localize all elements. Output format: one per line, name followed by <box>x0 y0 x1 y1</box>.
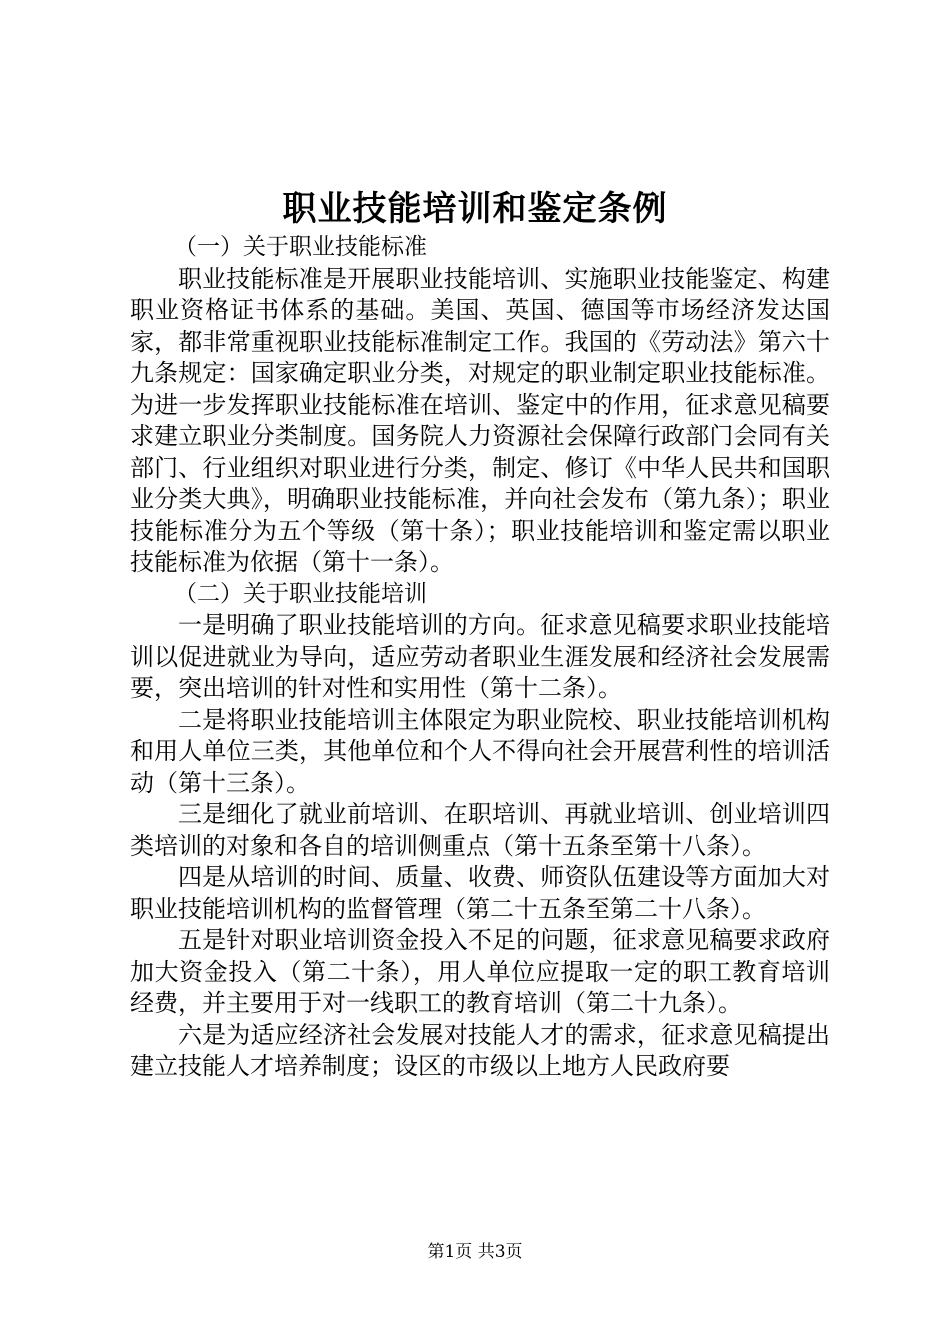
section-heading: （二）关于职业技能培训 <box>174 580 427 607</box>
document-title: 职业技能培训和鉴定条例 <box>282 189 668 229</box>
paragraph: 六是为适应经济社会发展对技能人才的需求，征求意见稿提出建立技能人才培养制度；设区的市级以上地方人民政府要 <box>130 1020 830 1080</box>
paragraph: 职业技能标准是开展职业技能培训、实施职业技能鉴定、构建职业资格证书体系的基础。美国、英国、德国等市场经济发达国家，都非常重视职业技能标准制定工作。我国的《劳动法》第六十九条规定：国家确定职业分类，对规定的职业制定职业技能标准。为进一步发挥职业技能标准在培训、鉴定中的作用，征求意见稿要求建立职业分类制度。国务院人力资源社会保障行政部门会同有关部门、行业组织对职业进行分类，制定、修订《中华人民共和国职业分类大典》，明确职业技能标准，并向社会发布（第九条）；职业技能标准分为五个等级（第十条）；职业技能培训和鉴定需以职业技能标准为依据（第十一条）。 <box>130 264 830 576</box>
page-number-footer: 第1页 共3页 <box>427 1242 523 1262</box>
section-heading: （一）关于职业技能标准 <box>174 234 427 260</box>
paragraph: 二是将职业技能培训主体限定为职业院校、职业技能培训机构和用人单位三类，其他单位和个人不得向社会开展营利性的培训活动（第十三条）。 <box>130 705 830 797</box>
paragraph: 四是从培训的时间、质量、收费、师资队伍建设等方面加大对职业技能培训机构的监督管理（第二十五条至第二十八条）。 <box>130 863 830 923</box>
paragraph: 五是针对职业培训资金投入不足的问题，征求意见稿要求政府加大资金投入（第二十条），用人单位应提取一定的职工教育培训经费，并主要用于对一线职工的教育培训（第二十九条）。 <box>130 926 830 1017</box>
document-body <box>130 232 830 1083</box>
paragraph: 三是细化了就业前培训、在职培训、再就业培训、创业培训四类培训的对象和各自的培训侧重点（第十五条至第十八条）。 <box>130 800 830 860</box>
paragraph: 一是明确了职业技能培训的方向。征求意见稿要求职业技能培训以促进就业为导向，适应劳动者职业生涯发展和经济社会发展需要，突出培训的针对性和实用性（第十二条）。 <box>130 611 830 702</box>
